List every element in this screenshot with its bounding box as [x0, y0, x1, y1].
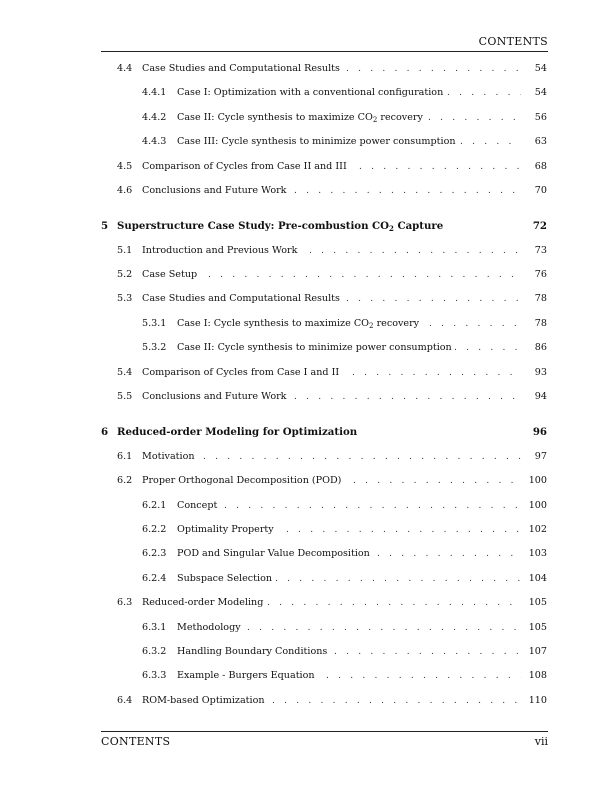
toc-entry-title: Methodology [177, 622, 241, 633]
toc-entry-number: 6.1 [117, 451, 133, 462]
toc-entry-number: 6.3.2 [142, 646, 167, 657]
toc-entry-number: 6.3.1 [142, 622, 167, 633]
toc-entry-number: 4.4.1 [142, 87, 167, 98]
toc-entry-number: 5.5 [117, 391, 133, 402]
toc-page-number: 104 [528, 573, 547, 584]
toc-entry-number: 6.2.2 [142, 524, 167, 535]
toc-entry-title: Case I: Optimization with a conventional configuration [177, 87, 444, 98]
toc-dot-leader [353, 473, 521, 489]
toc-entry-title: Comparison of Cycles from Case II and III [142, 161, 347, 172]
toc-subsection-entry[interactable] [0, 571, 612, 587]
toc-entry-title: Reduced-order Modeling for Optimization [117, 426, 358, 438]
toc-entry-number: 5.3.2 [142, 342, 167, 353]
toc-chapter-entry[interactable] [0, 218, 612, 234]
toc-entry-title: Case Setup [142, 269, 198, 280]
toc-entry-number: 4.4.3 [142, 136, 167, 147]
running-footer: CONTENTS [101, 735, 171, 748]
toc-section-entry[interactable] [0, 693, 612, 709]
toc-dot-leader [346, 61, 521, 77]
toc-page-number: 105 [528, 622, 547, 633]
toc-page-number: 94 [534, 391, 547, 402]
toc-entry-number: 6.3.3 [142, 670, 167, 681]
toc-entry-title: Conclusions and Future Work [142, 391, 287, 402]
toc-subsection-entry[interactable] [0, 620, 612, 636]
toc-dot-leader [460, 134, 521, 150]
toc-section-entry[interactable] [0, 449, 612, 465]
toc-dot-leader [377, 546, 521, 562]
toc-page-number: 73 [534, 245, 547, 256]
toc-dot-leader [326, 668, 521, 684]
toc-section-entry[interactable] [0, 365, 612, 381]
toc-section-entry[interactable] [0, 291, 612, 307]
toc-subsection-entry[interactable] [0, 668, 612, 684]
toc-subsection-entry[interactable] [0, 340, 612, 356]
toc-page-number: 100 [528, 475, 547, 486]
toc-entry-number: 5.1 [117, 245, 133, 256]
toc-page-number: 54 [534, 87, 547, 98]
toc-dot-leader [267, 595, 521, 611]
toc-entry-number: 6.2.1 [142, 500, 167, 511]
toc-chapter-entry[interactable] [0, 424, 612, 440]
toc-section-entry[interactable] [0, 243, 612, 259]
toc-page-number: 78 [534, 318, 547, 329]
toc-dot-leader [208, 267, 521, 283]
toc-entry-title: Subspace Selection [177, 573, 273, 584]
toc-entry-number: 6 [101, 426, 109, 438]
toc-section-entry[interactable] [0, 159, 612, 175]
toc-page-number: 56 [534, 112, 547, 123]
toc-dot-leader [294, 389, 521, 405]
toc-entry-title: Reduced-order Modeling [142, 597, 264, 608]
toc-entry-title: POD and Singular Value Decomposition [177, 548, 370, 559]
toc-entry-title: Comparison of Cycles from Case I and II [142, 367, 340, 378]
toc-entry-number: 5.3.1 [142, 318, 167, 329]
toc-entry-number: 6.3 [117, 597, 133, 608]
toc-dot-leader [203, 449, 521, 465]
footer-rule [101, 731, 548, 732]
toc-page-number: 78 [534, 293, 547, 304]
toc-entry-number: 5.2 [117, 269, 133, 280]
toc-dot-leader [334, 644, 521, 660]
toc-entry-number: 5 [101, 220, 109, 232]
toc-page-number: 103 [528, 548, 547, 559]
page-number: vii [534, 735, 548, 748]
toc-dot-leader [272, 693, 521, 709]
toc-dot-leader [447, 85, 521, 101]
toc-entry-title: Superstructure Case Study: Pre-combustion $CO_2$ Capture [117, 220, 444, 233]
toc-subsection-entry[interactable] [0, 85, 612, 101]
toc-page-number: 86 [534, 342, 547, 353]
toc-entry-number: 6.2.3 [142, 548, 167, 559]
running-header: CONTENTS [478, 35, 548, 48]
toc-page-number: 108 [528, 670, 547, 681]
toc-page-number: 70 [534, 185, 547, 196]
toc-entry-number: 6.2 [117, 475, 133, 486]
toc-entry-title: Conclusions and Future Work [142, 185, 287, 196]
toc-subsection-entry[interactable] [0, 546, 612, 562]
toc-subsection-entry[interactable] [0, 522, 612, 538]
toc-entry-title: Motivation [142, 451, 195, 462]
toc-dot-leader [346, 291, 521, 307]
toc-page-number: 100 [528, 500, 547, 511]
toc-entry-title: Introduction and Previous Work [142, 245, 298, 256]
toc-entry-title: Case II: Cycle synthesis to minimize power consumption [177, 342, 452, 353]
toc-page-number: 72 [532, 220, 547, 232]
toc-section-entry[interactable] [0, 267, 612, 283]
toc-entry-title: Example - Burgers Equation [177, 670, 315, 681]
toc-page-number: 93 [534, 367, 547, 378]
toc-page-number: 107 [528, 646, 547, 657]
toc-entry-title: ROM-based Optimization [142, 695, 265, 706]
toc-section-entry[interactable] [0, 473, 612, 489]
toc-page-number: 68 [534, 161, 547, 172]
toc-section-entry[interactable] [0, 183, 612, 199]
toc-page-number: 54 [534, 63, 547, 74]
toc-dot-leader [429, 316, 521, 332]
toc-subsection-entry[interactable] [0, 316, 612, 332]
toc-dot-leader [352, 365, 521, 381]
toc-page-number: 110 [528, 695, 547, 706]
toc-page-number: 76 [534, 269, 547, 280]
toc-dot-leader [286, 522, 521, 538]
toc-dot-leader [359, 159, 521, 175]
toc-page-number: 96 [532, 426, 547, 438]
toc-entry-title: Case III: Cycle synthesis to minimize power consumption [177, 136, 456, 147]
toc-entry-title: Handling Boundary Conditions [177, 646, 328, 657]
toc-dot-leader [309, 243, 521, 259]
toc-page-number: 105 [528, 597, 547, 608]
toc-page-number: 63 [534, 136, 547, 147]
toc-entry-title: Case II: Cycle synthesis to maximize $CO_2$ recovery [177, 112, 423, 124]
toc-dot-leader [224, 498, 521, 514]
toc-entry-title: Case I: Cycle synthesis to maximize $CO_2$ recovery [177, 318, 420, 330]
toc-subsection-entry[interactable] [0, 644, 612, 660]
toc-entry-title: Optimality Property [177, 524, 274, 535]
toc-entry-number: 6.4 [117, 695, 133, 706]
toc-section-entry[interactable] [0, 595, 612, 611]
toc-dot-leader [275, 571, 521, 587]
toc-page-number: 102 [528, 524, 547, 535]
toc-section-entry[interactable] [0, 61, 612, 77]
toc-section-entry[interactable] [0, 389, 612, 405]
toc-entry-title: Proper Orthogonal Decomposition (POD) [142, 475, 342, 486]
toc-dot-leader [428, 110, 521, 126]
toc-entry-number: 4.4 [117, 63, 133, 74]
toc-dot-leader [294, 183, 521, 199]
toc-subsection-entry[interactable] [0, 110, 612, 126]
toc-page-number: 97 [534, 451, 547, 462]
toc-entry-number: 4.6 [117, 185, 133, 196]
toc-dot-leader [454, 340, 521, 356]
toc-entry-title: Case Studies and Computational Results [142, 63, 340, 74]
toc-entry-number: 5.3 [117, 293, 133, 304]
toc-entry-number: 6.2.4 [142, 573, 167, 584]
toc-entry-title: Case Studies and Computational Results [142, 293, 340, 304]
toc-entry-number: 4.5 [117, 161, 133, 172]
toc-dot-leader [247, 620, 521, 636]
toc-entry-number: 5.4 [117, 367, 133, 378]
toc-subsection-entry[interactable] [0, 498, 612, 514]
toc-subsection-entry[interactable] [0, 134, 612, 150]
toc-entry-number: 4.4.2 [142, 112, 167, 123]
toc-entry-title: Concept [177, 500, 218, 511]
